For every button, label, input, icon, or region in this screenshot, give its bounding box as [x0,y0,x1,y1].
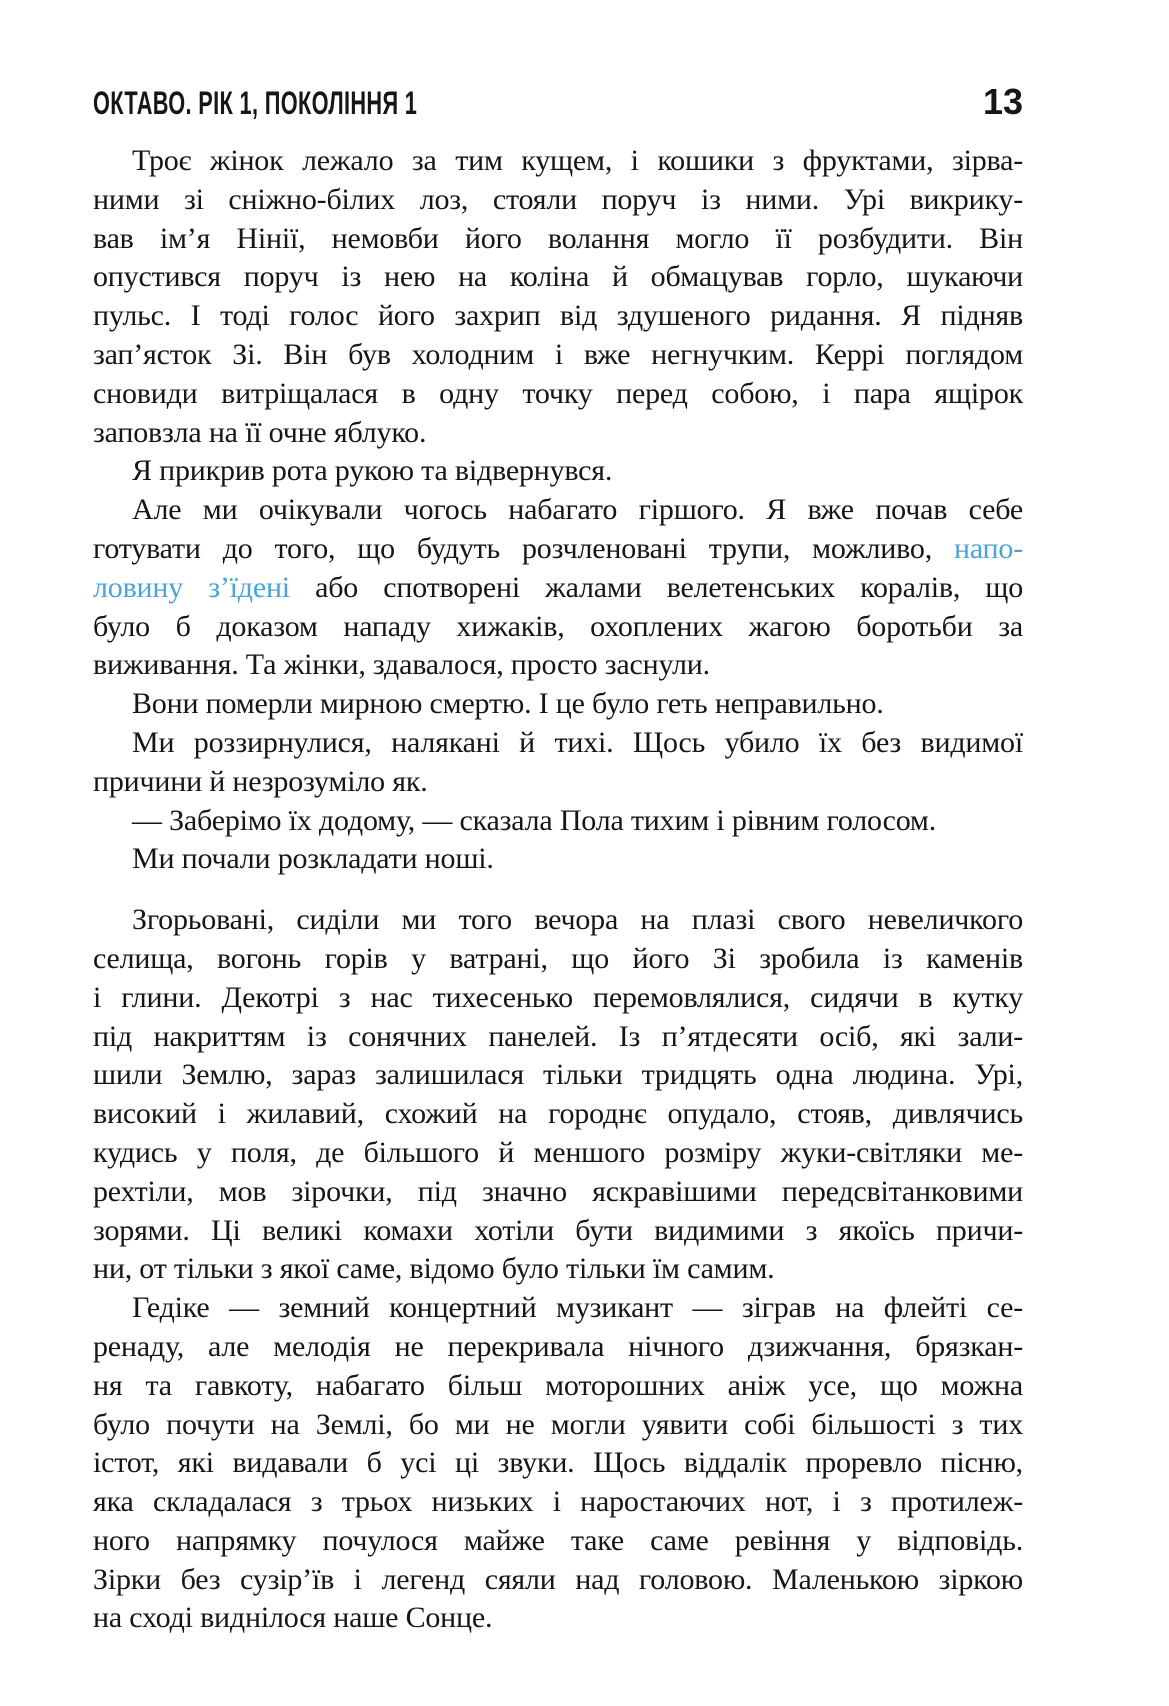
paragraph [93,840,1023,879]
text-line [93,220,1023,259]
text-line [93,763,1023,802]
text-segment: шили Землю, зараз залишилася тільки тридцять одна людина. Урі, [93,1058,1023,1092]
text-segment: причини й незрозуміло як. [93,764,428,798]
text-line [93,1289,1023,1328]
text-segment: вав ім’я Нінії, немовби його волання могло її розбудити. Він [93,221,1023,255]
text-line [93,569,1023,608]
text-segment: Гедіке — земний концертний музикант — зіграв на флейті се- [132,1291,1023,1325]
text-line [93,491,1023,530]
text-line [93,802,1023,841]
text-segment: було б доказом нападу хижаків, охоплених жагою боротьби за [93,609,1023,643]
text-line [93,1134,1023,1173]
paragraph [93,1289,1023,1638]
highlighted-phrase-link[interactable]: ловину з’їдені [93,570,290,604]
text-line [93,901,1023,940]
text-segment: ренаду, але мелодія не перекривала нічного дзижчання, брязкан- [93,1329,1023,1363]
text-line [93,530,1023,569]
text-line [93,1444,1023,1483]
text-segment: ними зі сніжно-білих лоз, стояли поруч із ними. Урі викрику- [93,182,1023,216]
text-line [93,1212,1023,1251]
text-line [93,452,1023,491]
text-line [93,1599,1023,1638]
text-line [93,840,1023,879]
text-segment: опустився поруч із нею на коліна й обмацував горло, шукаючи [93,260,1023,294]
text-line [93,258,1023,297]
text-segment: селища, вогонь горів у ватрані, що його Зі зробила із каменів [93,941,1023,975]
body-text [93,142,1023,1638]
text-line [93,1522,1023,1561]
text-segment: істот, які видавали б усі ці звуки. Щось віддалік проревло пісню, [93,1446,1023,1480]
text-segment: під накриттям із сонячних панелей. Із п’ятдесяти осіб, які зали- [93,1019,1023,1053]
text-line [93,414,1023,453]
paragraph [93,452,1023,491]
text-line [93,1328,1023,1367]
text-segment: Вони померли мирною смертю. І це було геть неправильно. [132,687,884,721]
text-line [93,940,1023,979]
text-line [93,724,1023,763]
text-line [93,1367,1023,1406]
text-line [93,1095,1023,1134]
text-segment: заповзла на її очне яблуко. [93,415,427,449]
text-segment: Троє жінок лежало за тим кущем, і кошики з фруктами, зірва- [132,144,1023,177]
text-line [93,1250,1023,1289]
text-segment: зорями. Ці великі комахи хотіли бути видимими з якоїсь причи- [93,1213,1023,1247]
text-line [93,1483,1023,1522]
text-line [93,1561,1023,1600]
paragraph [93,491,1023,685]
text-segment: Ми почали розкладати ноші. [132,842,494,876]
text-line [93,375,1023,414]
text-segment: і глини. Декотрі з нас тихесенько перемовлялися, сидячи в кутку [93,980,1023,1014]
text-segment: ни, от тільки з якої саме, відомо було тільки їм самим. [93,1252,775,1286]
text-segment: готувати до того, що будуть розчленовані трупи, можливо, [93,531,954,565]
text-line [93,142,1023,181]
text-line [93,1173,1023,1212]
text-line [93,608,1023,647]
text-segment: Зірки без сузір’їв і легенд сяяли над головою. Маленькою зіркою [93,1562,1023,1596]
text-line [93,685,1023,724]
text-segment: сновиди витріщалася в одну точку перед собою, і пара ящірок [93,376,1023,410]
text-segment: кудись у поля, де більшого й меншого розміру жуки-світляки ме- [93,1135,1023,1169]
paragraph [93,802,1023,841]
text-segment: — Заберімо їх додому, — сказала Пола тихим і рівним голосом. [132,803,937,837]
running-title: ОКТАВО. РІК 1, ПОКОЛІННЯ 1 [93,85,418,121]
paragraph [93,685,1023,724]
text-segment: Згорьовані, сиділи ми того вечора на плазі свого невеличкого [132,903,1023,937]
text-line [93,1018,1023,1057]
paragraph [93,724,1023,802]
text-line [93,1406,1023,1445]
text-line [93,979,1023,1018]
paragraph [93,901,1023,1289]
text-segment: ного напрямку почулося майже таке саме ревіння у відповідь. [93,1523,1023,1557]
text-segment: високий і жилавий, схожий на городнє опудало, стояв, дивлячись [93,1097,1023,1131]
text-segment: або спотворені жалами велетенських коралів, що [289,570,1024,604]
text-segment: пульс. І тоді голос його захрип від здушеного ридання. Я підняв [93,299,1023,333]
text-line [93,1056,1023,1095]
text-segment: на сході виднілося наше Сонце. [93,1601,493,1635]
text-segment: Але ми очікували чогось набагато гіршого. Я вже почав себе [132,493,1023,527]
paragraph [93,142,1023,452]
text-line [93,336,1023,375]
text-line [93,646,1023,685]
text-segment: рехтіли, мов зірочки, під значно яскравішими передсвітанковими [93,1174,1023,1208]
text-segment: виживання. Та жінки, здавалося, просто заснули. [93,648,710,682]
text-segment: було почути на Землі, бо ми не могли уявити собі більшості з тих [93,1407,1023,1441]
text-segment: зап’ясток Зі. Він був холодним і вже негнучким. Керрі поглядом [93,337,1023,371]
page-header [93,81,1023,122]
page-number: 13 [982,81,1023,122]
text-segment: яка складалася з трьох низьких і наростаючих нот, і з протилеж- [93,1485,1023,1519]
text-segment: ня та гавкоту, набагато більш моторошних аніж усе, що можна [93,1368,1023,1402]
text-line [93,297,1023,336]
text-segment: Ми роззирнулися, налякані й тихі. Щось убило їх без видимої [132,725,1023,759]
text-line [93,181,1023,220]
text-segment: Я прикрив рота рукою та відвернувся. [132,454,613,488]
highlighted-phrase-link[interactable]: напо- [953,531,1023,565]
